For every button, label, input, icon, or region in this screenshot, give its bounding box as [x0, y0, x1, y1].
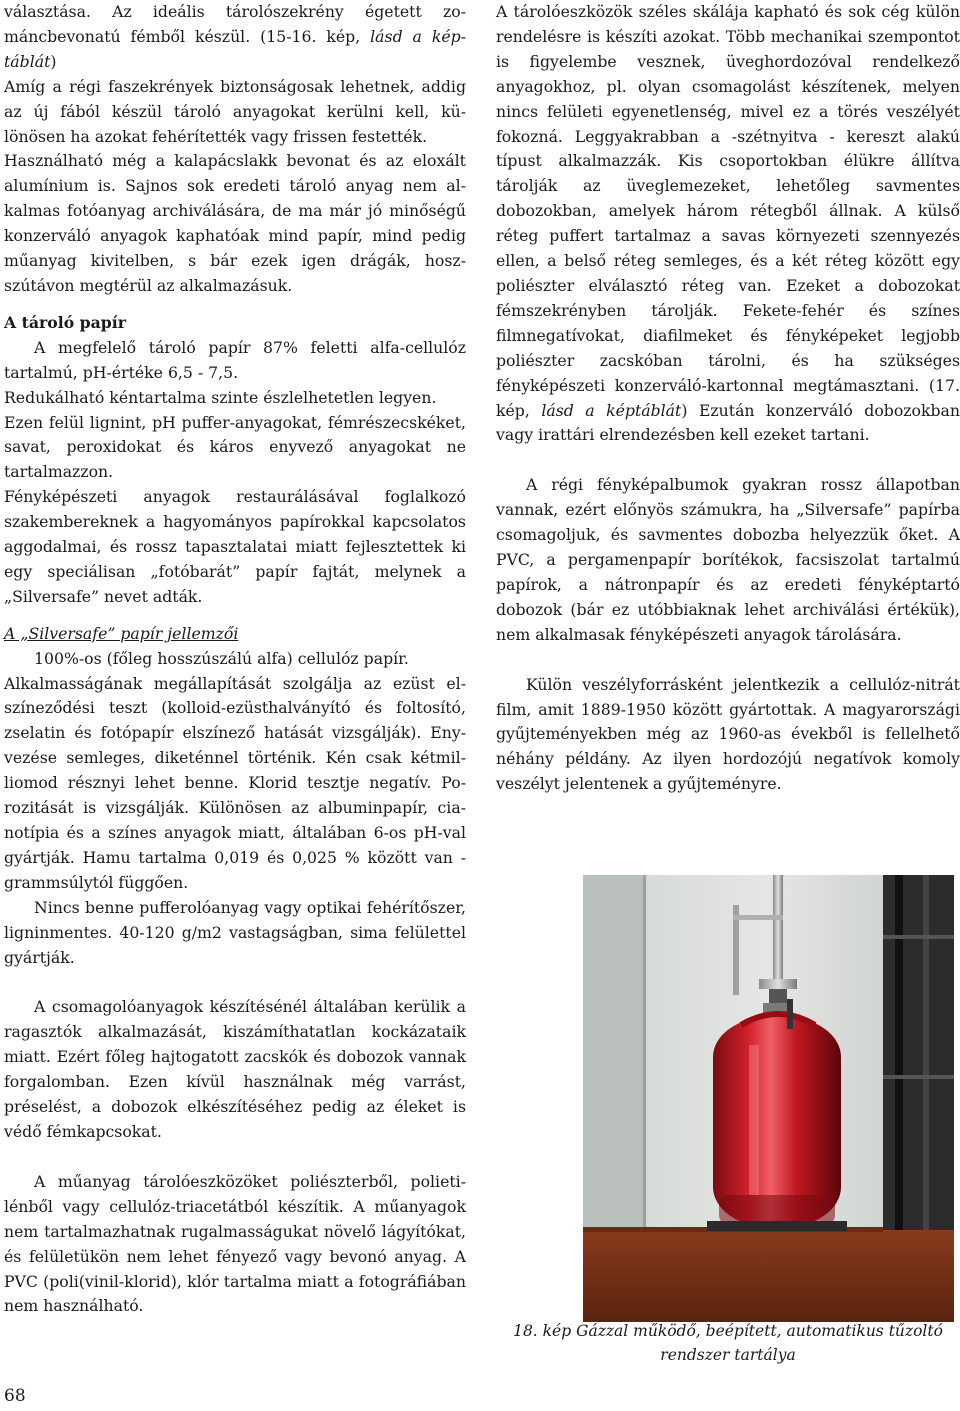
paragraph: A megfelelő tároló papír 87% feletti alfa-cellulóz tartalmú, pH-értéke 6,5 - 7,5. [4, 337, 466, 382]
left-column [4, 0, 466, 1319]
paragraph: Ezen felül lignint, pH puffer-anyagokat, fémrészecskéket, savat, peroxidokat és káros enyvező anyagokat ne tartalmazzon. [4, 412, 466, 482]
paragraph: választása. Az ideális tárolószekrény égetett zománcbevonatú fémből készül. (15-16. kép, lásd a képtáblát) [4, 2, 466, 71]
paragraph: Nincs benne pufferolóanyag vagy optikai fehérítőszer, ligninmentes. 40-120 g/m2 vastagságban, sima felülettel gyártják. [4, 897, 466, 967]
section-heading: A tároló papír [4, 312, 126, 332]
paragraph: A régi fényképalbumok gyakran rossz állapotban vannak, ezért előnyös számukra, ha „Silversafe” papírba csomagoljuk, és savmentes dobozba helyezzük őket. A PVC, a pergamenpapír borítékok, facsiszolat tartalmú papírok, a nátronpapír és az eredeti fényképtartó dobozok (bár ez utóbbiaknak lehet archiválási értékük), nem alkalmasak fényképészeti anyagok tárolására. [496, 475, 960, 644]
paragraph: Fényképészeti anyagok restaurálásával foglalkozó szakembereknek a hagyományos papírokkal kapcsolatos aggodalmai, és rossz tapasztalatai miatt fejlesztettek ki egy speciálisan „fotóbarát” papír fajtát, melynek a „Silversafe” nevet adták. [4, 487, 466, 606]
fire-suppression-tank-photo [583, 875, 954, 1322]
paragraph: A tárolóeszközök széles skálája kapható és sok cég külön rendelésre is készíti azokat. Több mechanikai szempontot is figyelembe vesznek, üveghordozóval rendelkező anyagokhoz, pl. olyan csomagolást készítenek, melyen nincs felületi egyenetlenség, mivel ez a törés veszélyét fokozná. Leggyakrabban a -szétnyitva - kereszt alakú típust alkalmazzák. Kis csoportokban élükre állítva tárolják az üveglemezeket, lehetőleg savmentes dobozokban, amelyek három rétegből állnak. A külső réteg puffert tartalmaz a savas környezeti szennyezés ellen, a belső réteg semleges, és a két réteg között egy poliészter elválasztó réteg van. Ezeket a dobozokat fémszekrényben tárolják. Fekete-fehér és színes filmnegatívokat, diafilmeket és fényképeket legjobb poliészter zacskóban tárolni, és ha szükséges fényképészeti konzerváló-kartonnal megtámasztani. (17. kép, lásd a képtáblát) Ezután konzerváló dobozokban vagy irattári elrendezésben kell ezeket tartani. [496, 2, 960, 445]
right-column [496, 0, 960, 797]
paragraph: A csomagolóanyagok készítésénél általában kerülik a ragasztók alkalmazását, kiszámíthatatlan kockázataik miatt. Ezért főleg hajtogatott zacskók és dobozok vannak forgalomban. Ezen kívül használnak még varrást, préselést, a dobozok elkészítéséhez pedig az éleket is védő fémkapcsokat. [4, 997, 466, 1141]
paragraph: 100%-os (főleg hosszúszálú alfa) cellulóz papír. [34, 648, 409, 668]
paragraph: Használható még a kalapácslakk bevonat és az eloxált alumínium is. Sajnos sok eredeti tároló anyag nem alkalmas fotóanyag archiválására, de ma már jó minőségű konzerváló anyagok kaphatóak mind papír, mind pedig műanyag kivitelben, s bár ezek igen drágák, hoszszútávon megtérül az alkalmazásuk. [4, 151, 466, 295]
figure-reference: lásd a képtáblát [541, 400, 682, 420]
subsection-heading: A „Silversafe” papír jellemzői [4, 623, 239, 643]
paragraph: A műanyag tárolóeszközöket poliészterből, polietilénből vagy cellulóz-triacetátból készítik. A műanyagok nem tartalmazhatnak rugalmasságukat növelő lágyítókat, és felületükön nem lehet fényező vagy bevonó anyag. A PVC (poli(vinil-klorid), klór tartalma miatt a fotográfiában nem használható. [4, 1171, 466, 1316]
figure-reference: lásd a képtáblát [4, 26, 466, 71]
paragraph: Amíg a régi faszekrények biztonságosak lehetnek, addig az új fából készül tároló anyagokat kerülni kell, különösen ha azokat fehérítették vagy frissen festették. [4, 76, 466, 146]
paragraph: Alkalmasságának megállapítását szolgálja az ezüst elszíneződési teszt (kolloid-ezüsthalványító és foltosító, zselatin és fotópapír elszínező hatását vizsgálják). Enyvezése semleges, diketénnel történik. Kén csak kétmilliomod résznyi lehet benne. Klorid tesztje negatív. Porozitását is vizsgálják. Különösen az albuminpapír, cianotípia és a színes anyagok miatt, általában 6-os pH-val gyártják. Hamu tartalma 0,019 és 0,025 % között van - grammsúlytól függően. [4, 673, 466, 892]
figure-caption: 18. kép Gázzal működő, beépített, automatikus tűzoltó rendszer tartálya [513, 1322, 943, 1364]
page-number: 68 [4, 1386, 26, 1406]
paragraph: Redukálható kéntartalma szinte észlelhetetlen legyen. [4, 387, 437, 407]
paragraph: Külön veszélyforrásként jelentkezik a cellulóz-nitrát film, amit 1889-1950 között gyártottak. A magyarországi gyűjteményekben még az 1960-as évekből is fellelhető néhány példány. Az ilyen hordozójú negatívok komoly veszélyt jelentenek a gyűjteményre. [496, 674, 960, 794]
